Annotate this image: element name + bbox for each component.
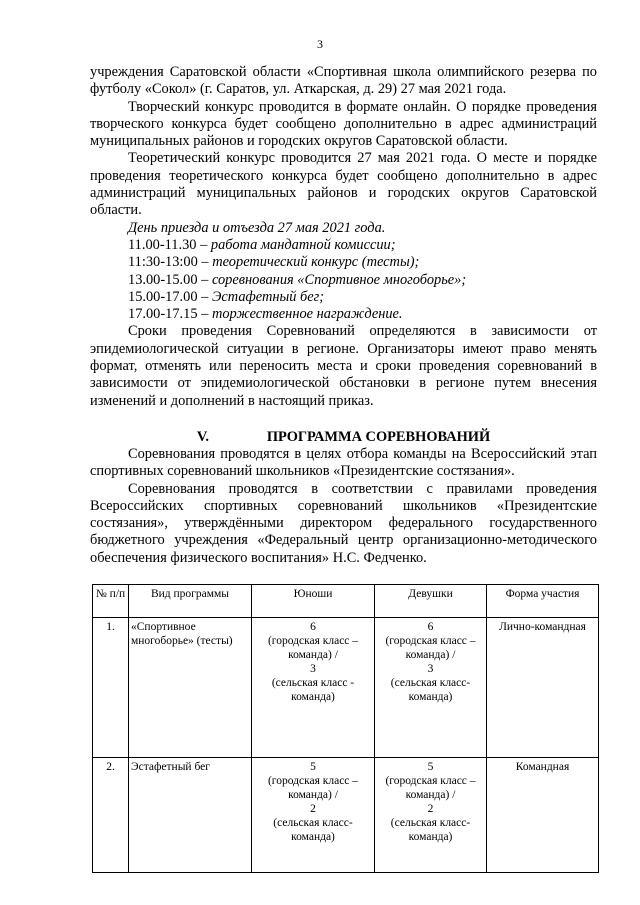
schedule-item: 17.00-17.15 – торжественное награждение. xyxy=(128,306,403,323)
section-title: ПРОГРАММА СОРЕВНОВАНИЙ xyxy=(266,428,491,445)
header-form: Форма участия xyxy=(487,585,599,618)
table-row xyxy=(93,618,599,758)
header-program: Вид программы xyxy=(129,585,252,618)
schedule xyxy=(90,220,597,324)
header-boys: Юноши xyxy=(252,585,375,618)
cell-form: Командная xyxy=(487,758,599,873)
schedule-item: 15.00-17.00 – Эстафетный бег; xyxy=(128,288,325,305)
table-header-row xyxy=(93,585,599,618)
paragraph-dates-note: Сроки проведения Соревнований определяются в зависимости от эпидемиологической ситуации в регионе. Организаторы имеют право менять формат, отменять или переносить места и сроки проведения соревнований в зависимости от эпидемиологической обстановки в регионе путем внесения изменений и дополнений в настоящий приказ. xyxy=(90,323,597,409)
section-heading xyxy=(90,428,597,446)
paragraph-rules: Соревнования проводятся в соответствии с правилами проведения Всероссийских спортивных соревнований школьников «Президентские состязания», утверждёнными директором федерального государственного бюджетного учреждения «Федеральный центр организационно-методического обеспечения физического воспитания» Н.С. Федченко. xyxy=(90,480,597,566)
cell-num: 2. xyxy=(93,758,129,873)
cell-program: Эстафетный бег xyxy=(129,758,252,873)
document-body xyxy=(90,64,597,567)
cell-num: 1. xyxy=(93,618,129,758)
cell-form: Лично-командная xyxy=(487,618,599,758)
cell-boys: 5 (городская класс – команда) / 2 (сельская класс- команда) xyxy=(252,758,375,873)
schedule-item: 13.00-15.00 – соревнования «Спортивное многоборье»; xyxy=(128,271,467,288)
page-number: 3 xyxy=(317,37,323,51)
cell-girls: 5 (городская класс – команда) / 2 (сельская класс- команда) xyxy=(375,758,487,873)
cell-girls: 6 (городская класс – команда) / 3 (сельская класс- команда) xyxy=(375,618,487,758)
schedule-item: 11.00-11.30 – работа мандатной комиссии; xyxy=(128,236,396,253)
program-table xyxy=(92,584,599,873)
header-num: № п/п xyxy=(93,585,129,618)
section-number: V. xyxy=(196,428,209,445)
paragraph-theory-contest: Теоретический конкурс проводится 27 мая 2021 года. О месте и порядке проведения теоретического конкурса будет сообщено дополнительно в адрес администраций муниципальных районов и городских округов Саратовской области. xyxy=(90,150,597,219)
schedule-item: 11:30-13:00 – теоретический конкурс (тесты); xyxy=(128,254,420,271)
header-girls: Девушки xyxy=(375,585,487,618)
table-row xyxy=(93,758,599,873)
arrival-day: День приезда и отъезда 27 мая 2021 года. xyxy=(128,219,386,236)
cell-program: «Спортивное многоборье» (тесты) xyxy=(129,618,252,758)
paragraph-purpose: Соревнования проводятся в целях отбора команды на Всероссийский этап спортивных соревнований школьников «Президентские состязания». xyxy=(90,445,597,480)
paragraph-creative-contest: Творческий конкурс проводится в формате онлайн. О порядке проведения творческого конкурса будет сообщено дополнительно в адрес администраций муниципальных районов и городских округов Саратовской области. xyxy=(90,98,597,150)
cell-boys: 6 (городская класс – команда) / 3 (сельская класс - команда) xyxy=(252,618,375,758)
paragraph-venue: учреждения Саратовской области «Спортивная школа олимпийского резерва по футболу «Сокол» (г. Саратов, ул. Аткарская, д. 29) 27 мая 2021 года. xyxy=(90,64,597,98)
